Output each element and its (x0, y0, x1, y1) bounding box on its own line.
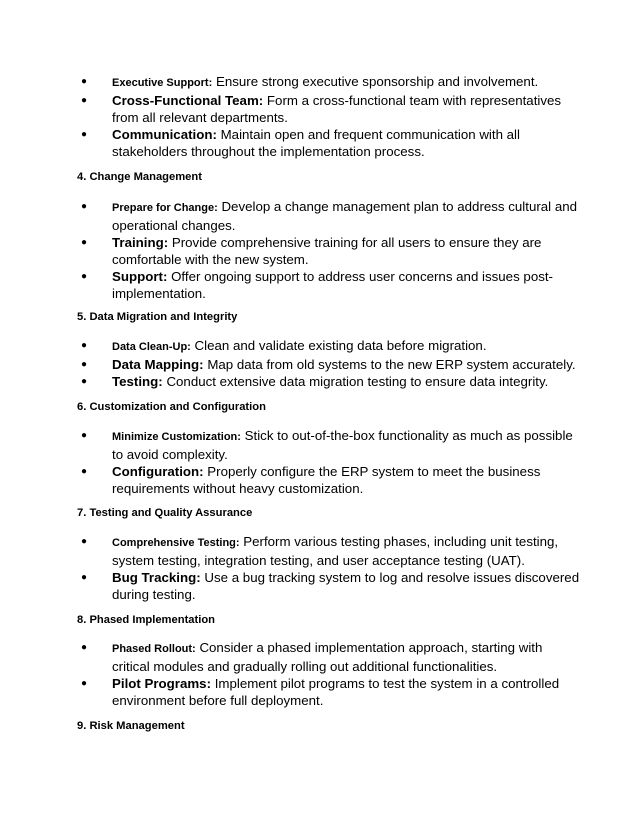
section-heading-risk-management: 9. Risk Management (77, 720, 185, 732)
item-text: Implement pilot programs to test the system in a controlled environment before full deployment. (112, 676, 560, 708)
list-item (81, 569, 581, 603)
bullet-icon: ● (81, 430, 88, 441)
data-migration-list (81, 337, 581, 390)
item-text: Properly configure the ERP system to meet the business requirements without heavy customization. (112, 464, 541, 496)
bullet-icon: ● (81, 642, 88, 653)
item-term: Executive Support: (112, 77, 213, 89)
bullet-icon: ● (81, 376, 88, 387)
list-item (81, 373, 581, 390)
list-item (81, 234, 581, 268)
item-term: Communication: (112, 127, 217, 142)
item-text: Stick to out-of-the-box functionality as much as possible to avoid complexity. (112, 428, 573, 462)
section-heading-customization: 6. Customization and Configuration (77, 401, 266, 413)
item-text: Maintain open and frequent communication with all stakeholders throughout the implementation process. (112, 127, 520, 159)
item-text: Develop a change management plan to address cultural and operational changes. (112, 199, 578, 233)
bullet-icon: ● (81, 201, 88, 212)
stakeholder-list (81, 73, 581, 160)
bullet-icon: ● (81, 95, 88, 106)
item-text: Use a bug tracking system to log and resolve issues discovered during testing. (112, 570, 580, 602)
item-text: Conduct extensive data migration testing to ensure data integrity. (166, 374, 549, 389)
item-term: Prepare for Change: (112, 202, 218, 214)
item-text: Consider a phased implementation approach, starting with critical modules and gradually rolling out additional functionalities. (112, 640, 543, 674)
bullet-icon: ● (81, 359, 88, 370)
item-term: Comprehensive Testing: (112, 537, 240, 549)
phased-implementation-list (81, 639, 581, 709)
item-term: Data Clean-Up: (112, 341, 191, 353)
list-item (81, 337, 581, 356)
customization-list (81, 427, 581, 497)
item-term: Cross-Functional Team: (112, 93, 264, 108)
item-text: Provide comprehensive training for all users to ensure they are comfortable with the new system. (112, 235, 542, 267)
bullet-icon: ● (81, 340, 88, 351)
item-text: Perform various testing phases, including unit testing, system testing, integration testing, and user acceptance testing (UAT). (112, 534, 559, 568)
item-term: Data Mapping: (112, 357, 204, 372)
bullet-icon: ● (81, 76, 88, 87)
item-term: Support: (112, 269, 168, 284)
item-text: Clean and validate existing data before migration. (194, 338, 487, 353)
bullet-icon: ● (81, 237, 88, 248)
section-heading-data-migration: 5. Data Migration and Integrity (77, 311, 238, 323)
item-text: Ensure strong executive sponsorship and involvement. (215, 74, 539, 89)
list-item (81, 268, 581, 302)
list-item (81, 198, 581, 234)
section-heading-testing: 7. Testing and Quality Assurance (77, 507, 253, 519)
bullet-icon: ● (81, 129, 88, 140)
item-text: Map data from old systems to the new ERP system accurately. (207, 357, 576, 372)
item-term: Training: (112, 235, 169, 250)
item-term: Minimize Customization: (112, 431, 241, 443)
item-text: Offer ongoing support to address user concerns and issues post-implementation. (112, 269, 553, 301)
list-item (81, 675, 581, 709)
bullet-icon: ● (81, 572, 88, 583)
bullet-icon: ● (81, 678, 88, 689)
item-term: Phased Rollout: (112, 643, 196, 655)
list-item (81, 639, 581, 675)
item-term: Bug Tracking: (112, 570, 201, 585)
list-item (81, 463, 581, 497)
list-item (81, 356, 581, 373)
bullet-icon: ● (81, 536, 88, 547)
list-item (81, 126, 581, 160)
section-heading-change-management: 4. Change Management (77, 171, 202, 183)
bullet-icon: ● (81, 466, 88, 477)
list-item (81, 73, 581, 92)
item-text: Form a cross-functional team with representatives from all relevant departments. (112, 93, 562, 125)
item-term: Pilot Programs: (112, 676, 212, 691)
item-term: Configuration: (112, 464, 204, 479)
bullet-icon: ● (81, 271, 88, 282)
item-term: Testing: (112, 374, 163, 389)
section-heading-phased-implementation: 8. Phased Implementation (77, 614, 216, 626)
list-item (81, 92, 581, 126)
testing-list (81, 533, 581, 603)
list-item (81, 427, 581, 463)
list-item (81, 533, 581, 569)
change-management-list (81, 198, 581, 302)
